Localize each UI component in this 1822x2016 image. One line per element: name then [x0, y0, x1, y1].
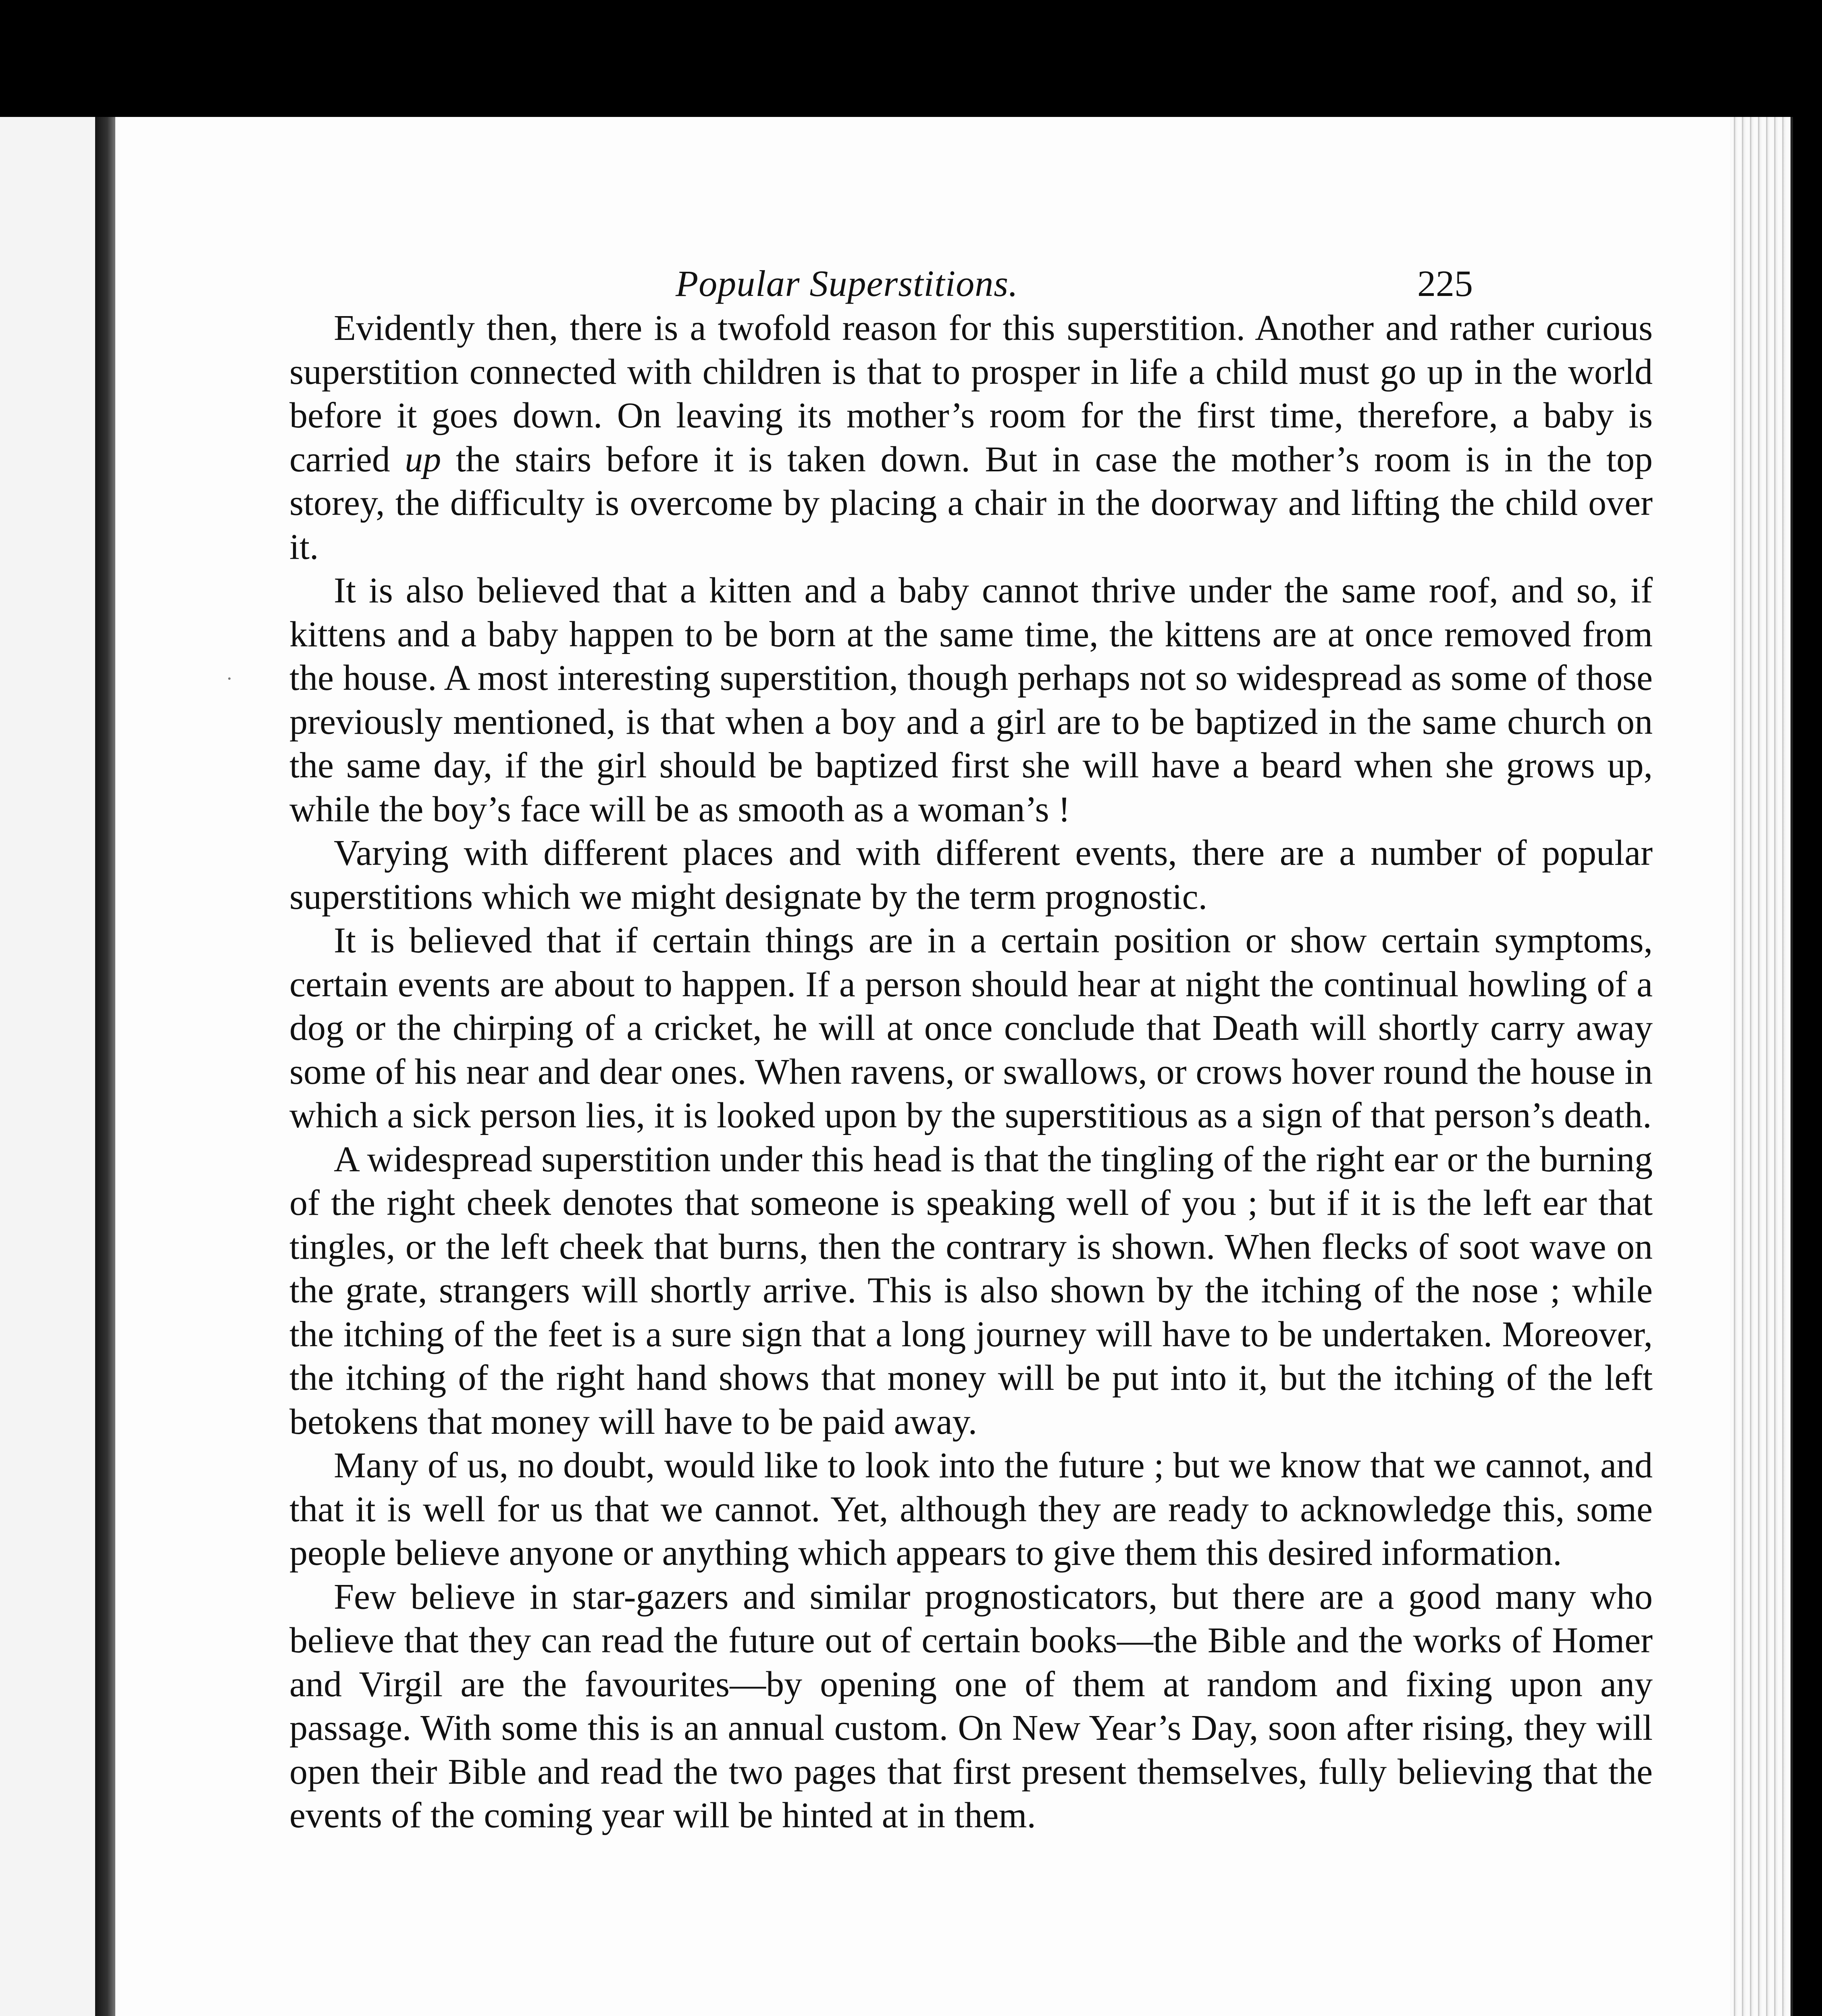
paragraph-5: A widespread superstition under this head is that the tingling of the right ear or the burning of the right cheek denotes that someone is speaking well of you ; but if it is the left ear that tingles, or the left cheek that burns, then the contrary is shown. When flecks of soot wave on the grate, strangers will shortly arrive. This is also shown by the itching of the nose ; while the itching of the feet is a sure sign that a long journey will have to be undertaken. Moreover, the itching of the right hand shows that money will be put into it, but the itching of the left betokens that money will have to be paid away. [289, 1139, 1653, 1442]
running-title: Popular Superstitions. [676, 263, 1019, 304]
paragraph-7: Few believe in star-gazers and similar prognosticators, but there are a good many who believe that they can read the future out of certain books—the Bible and the works of Homer and Virgil are the favourites—by opening one of them at random and fixing upon any passage. With some this is an annual custom. On New Year’s Day, soon after rising, they will open their Bible and read the two pages that first present themselves, fully believing that the events of the coming year will be hinted at in them. [289, 1577, 1653, 1835]
paragraph-1-part-a: Evidently then, there is a twofold reason for this superstition. Another and rather curious superstition connected with children is that to prosper in life a child must go up in the world before it goes down. On leaving its mother’s room for the first time, therefore, a baby is carried [289, 308, 1653, 479]
paragraph-3: Varying with different places and with different events, there are a number of popular superstitions which we might designate by the term prognostic. [289, 833, 1653, 917]
emphasis-up: up [405, 439, 441, 479]
body-text [289, 306, 1653, 1838]
paragraph-1-part-b: the stairs before it is taken down. But in case the mother’s room is in the top storey, the difficulty is overcome by placing a chair in the doorway and lifting the child over it. [289, 439, 1653, 567]
paragraph-1 [289, 306, 1653, 569]
book-page [115, 117, 1730, 2016]
page-edges [1730, 117, 1793, 2016]
binding-gutter [95, 117, 115, 2016]
facing-page-edge [0, 117, 101, 2016]
paragraph-6: Many of us, no doubt, would like to look into the future ; but we know that we cannot, and that it is well for us that we cannot. Yet, although they are ready to acknowledge this, some people believe anyone or anything which appears to give them this desired information. [289, 1445, 1653, 1573]
page-number: 225 [1417, 263, 1473, 304]
paragraph-2: It is also believed that a kitten and a baby cannot thrive under the same roof, and so, if kittens and a baby happen to be born at the same time, the kittens are at once removed from the house. A most interesting superstition, though perhaps not so widespread as some of those previously mentioned, is that when a boy and a girl are to be baptized in the same church on the same day, if the girl should be baptized first she will have a beard when she grows up, while the boy’s face will be as smooth as a woman’s ! [289, 571, 1653, 829]
paper-speck [228, 677, 231, 680]
paragraph-4: It is believed that if certain things are in a certain position or show certain symptoms, certain events are about to happen. If a person should hear at night the continual howling of a dog or the chirping of a cricket, he will at once conclude that Death will shortly carry away some of his near and dear ones. When ravens, or swallows, or crows hover round the house in which a sick person lies, it is looked upon by the superstitious as a sign of that person’s death. [289, 921, 1653, 1135]
